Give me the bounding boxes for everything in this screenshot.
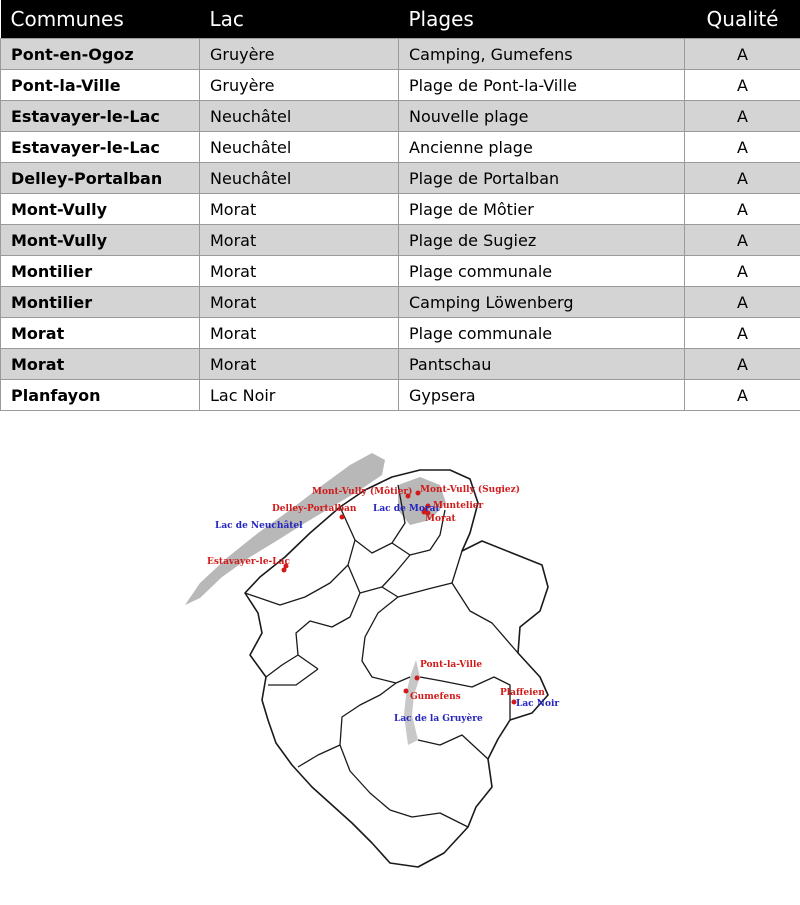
- cell-lac: Neuchâtel: [200, 132, 399, 163]
- cell-plage: Plage communale: [399, 318, 685, 349]
- table-row: [1, 225, 800, 256]
- bathing-quality-table: [0, 0, 800, 411]
- label-morat: Morat: [425, 514, 456, 524]
- label-pont-la-ville: Pont-la-Ville: [420, 660, 483, 670]
- marker-estavayer-2: [282, 568, 287, 573]
- header-qualite: Qualité: [685, 0, 800, 39]
- cell-commune: Estavayer-le-Lac: [1, 132, 200, 163]
- cell-commune: Planfayon: [1, 380, 200, 411]
- marker-pont-la-ville: [415, 676, 420, 681]
- canton-map: [0, 415, 800, 905]
- table-row: [1, 380, 800, 411]
- label-mont-vully-sugiez: Mont-Vully (Sugiez): [420, 485, 521, 495]
- label-muntelier: Muntelier: [433, 501, 484, 511]
- cell-plage: Plage de Sugiez: [399, 225, 685, 256]
- cell-plage: Camping, Gumefens: [399, 39, 685, 70]
- table-row: [1, 349, 800, 380]
- cell-commune: Pont-la-Ville: [1, 70, 200, 101]
- cell-plage: Ancienne plage: [399, 132, 685, 163]
- cell-qualite: A: [685, 101, 800, 132]
- cell-commune: Mont-Vully: [1, 225, 200, 256]
- table-row: [1, 256, 800, 287]
- cell-qualite: A: [685, 132, 800, 163]
- cell-lac: Lac Noir: [200, 380, 399, 411]
- cell-plage: Gypsera: [399, 380, 685, 411]
- label-plaffeien: Plaffeien: [500, 688, 545, 698]
- cell-lac: Morat: [200, 318, 399, 349]
- label-lac-gruyere: Lac de la Gruyère: [394, 714, 483, 724]
- cell-qualite: A: [685, 194, 800, 225]
- cell-commune: Morat: [1, 349, 200, 380]
- label-estavayer: Estavayer-le-Lac: [207, 557, 290, 567]
- cell-lac: Morat: [200, 256, 399, 287]
- cell-qualite: A: [685, 256, 800, 287]
- label-lac-morat: Lac de Morat: [373, 504, 440, 514]
- cell-lac: Neuchâtel: [200, 101, 399, 132]
- cell-lac: Neuchâtel: [200, 163, 399, 194]
- cell-plage: Pantschau: [399, 349, 685, 380]
- cell-commune: Montilier: [1, 287, 200, 318]
- marker-delley-portalban: [340, 515, 345, 520]
- cell-plage: Camping Löwenberg: [399, 287, 685, 318]
- cell-plage: Nouvelle plage: [399, 101, 685, 132]
- cell-qualite: A: [685, 287, 800, 318]
- table-row: [1, 318, 800, 349]
- label-gumefens: Gumefens: [410, 692, 461, 702]
- cell-plage: Plage de Portalban: [399, 163, 685, 194]
- cell-commune: Estavayer-le-Lac: [1, 101, 200, 132]
- table-row: [1, 70, 800, 101]
- table-row: [1, 194, 800, 225]
- cell-lac: Morat: [200, 225, 399, 256]
- cell-qualite: A: [685, 380, 800, 411]
- cell-lac: Gruyère: [200, 70, 399, 101]
- header-lac: Lac: [200, 0, 399, 39]
- marker-gumefens: [404, 689, 409, 694]
- cell-lac: Morat: [200, 349, 399, 380]
- cell-commune: Morat: [1, 318, 200, 349]
- cell-commune: Montilier: [1, 256, 200, 287]
- cell-qualite: A: [685, 225, 800, 256]
- cell-commune: Pont-en-Ogoz: [1, 39, 200, 70]
- cell-qualite: A: [685, 318, 800, 349]
- header-plages: Plages: [399, 0, 685, 39]
- cell-lac: Morat: [200, 287, 399, 318]
- cell-qualite: A: [685, 39, 800, 70]
- table-row: [1, 163, 800, 194]
- cell-plage: Plage communale: [399, 256, 685, 287]
- cell-plage: Plage de Pont-la-Ville: [399, 70, 685, 101]
- label-lac-noir: Lac Noir: [516, 699, 560, 709]
- cell-plage: Plage de Môtier: [399, 194, 685, 225]
- table-row: [1, 132, 800, 163]
- label-delley-portalban: Delley-Portalban: [272, 504, 357, 514]
- cell-qualite: A: [685, 163, 800, 194]
- lake-gruyere-shape: [404, 660, 420, 745]
- cell-lac: Morat: [200, 194, 399, 225]
- label-mont-vully-motier: Mont-Vully (Môtier): [312, 487, 413, 497]
- cell-qualite: A: [685, 70, 800, 101]
- table-row: [1, 287, 800, 318]
- cell-commune: Mont-Vully: [1, 194, 200, 225]
- table-row: [1, 101, 800, 132]
- header-communes: Communes: [1, 0, 200, 39]
- cell-qualite: A: [685, 349, 800, 380]
- site-markers: [282, 491, 517, 705]
- table-row: [1, 39, 800, 70]
- cell-lac: Gruyère: [200, 39, 399, 70]
- label-lac-neuchatel: Lac de Neuchâtel: [215, 521, 303, 531]
- district-boundaries: [245, 485, 521, 827]
- cell-commune: Delley-Portalban: [1, 163, 200, 194]
- table-header-row: [1, 0, 800, 39]
